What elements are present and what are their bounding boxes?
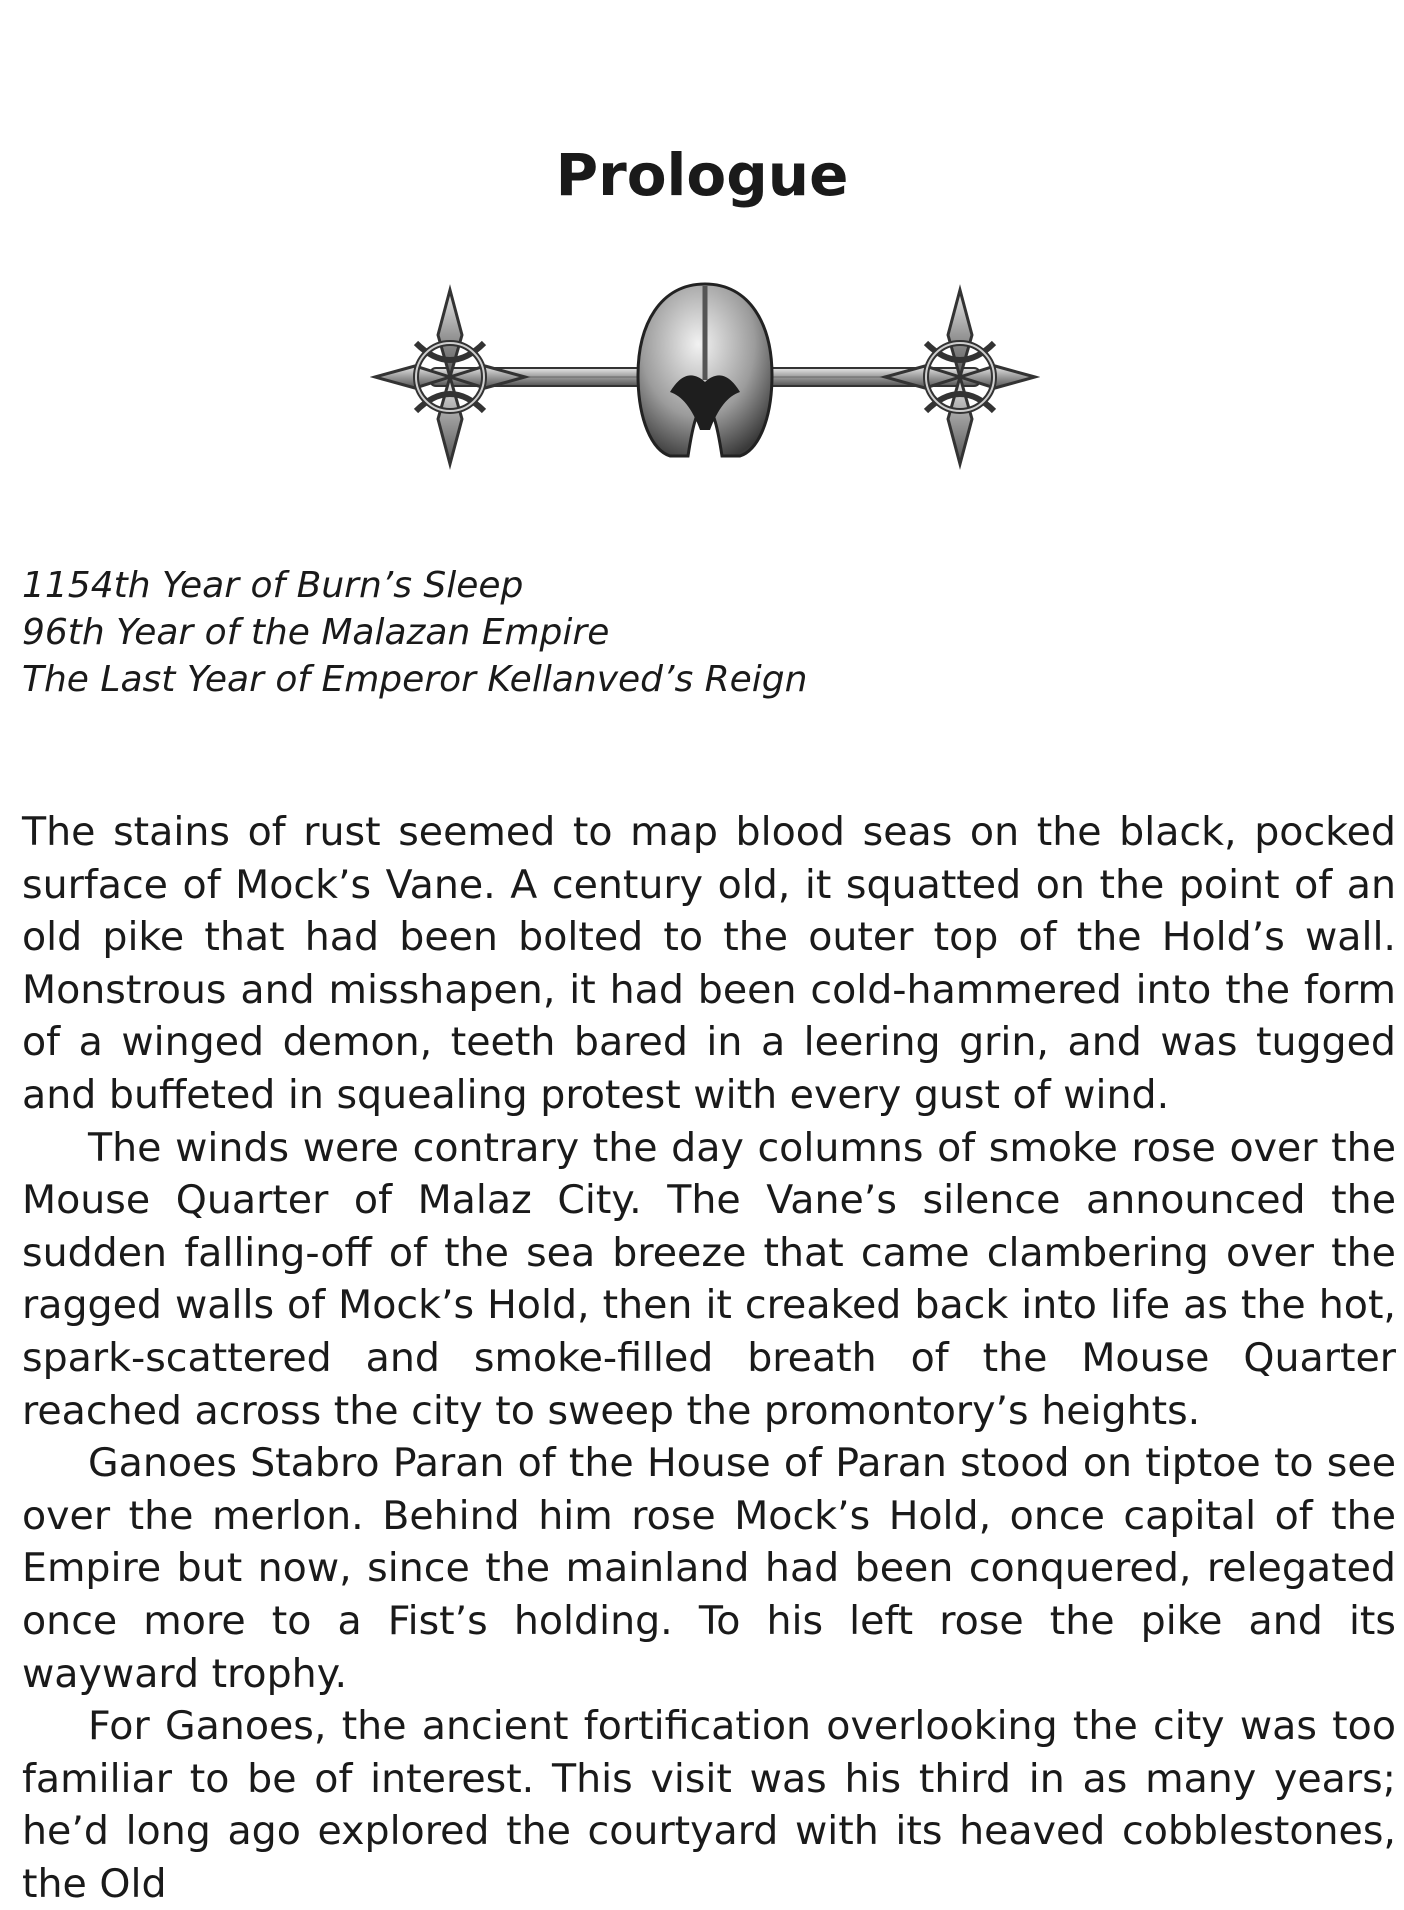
chapter-title: Prologue: [555, 141, 849, 209]
dateline-line: The Last Year of Emperor Kellanved’s Reign: [22, 659, 808, 700]
paragraph: The stains of rust seemed to map blood seas on the black, pocked surface of Mock’s Vane. A century old, it squatted on the point of an old pike that had been bolted to the outer top of the Hold’s wall. Monstrous and misshapen, it had been cold-hammered into the form of a winged demon, teeth bared in a leering grin, and was tugged and buffeted in squealing protest with every gust of wind.: [22, 809, 1396, 1118]
dateline-line: 1154th Year of Burn’s Sleep: [22, 565, 524, 606]
body-text: [22, 806, 1396, 1910]
paragraph: Ganoes Stabro Paran of the House of Paran stood on tiptoe to see over the merlon. Behind him rose Mock’s Hold, once capital of the Empire but now, since the mainland had been conquered, relegated once more to a Fist’s holding. To his left rose the pike and its wayward trophy.: [22, 1440, 1396, 1697]
helm-and-knotwork-ornament-icon: [370, 280, 1040, 480]
paragraph: For Ganoes, the ancient fortification overlooking the city was too familiar to be of interest. This visit was his third in as many years; he’d long ago explored the courtyard with its heaved cobblestones, the Old: [22, 1703, 1396, 1907]
paragraph: The winds were contrary the day columns of smoke rose over the Mouse Quarter of Malaz City. The Vane’s silence announced the sudden falling-off of the sea breeze that came clambering over the ragged walls of Mock’s Hold, then it creaked back into life as the hot, spark-scattered and smoke-filled breath of the Mouse Quarter reached across the city to sweep the promontory’s heights.: [22, 1124, 1396, 1434]
dateline: [22, 562, 1382, 703]
dateline-line: 96th Year of the Malazan Empire: [22, 612, 610, 653]
